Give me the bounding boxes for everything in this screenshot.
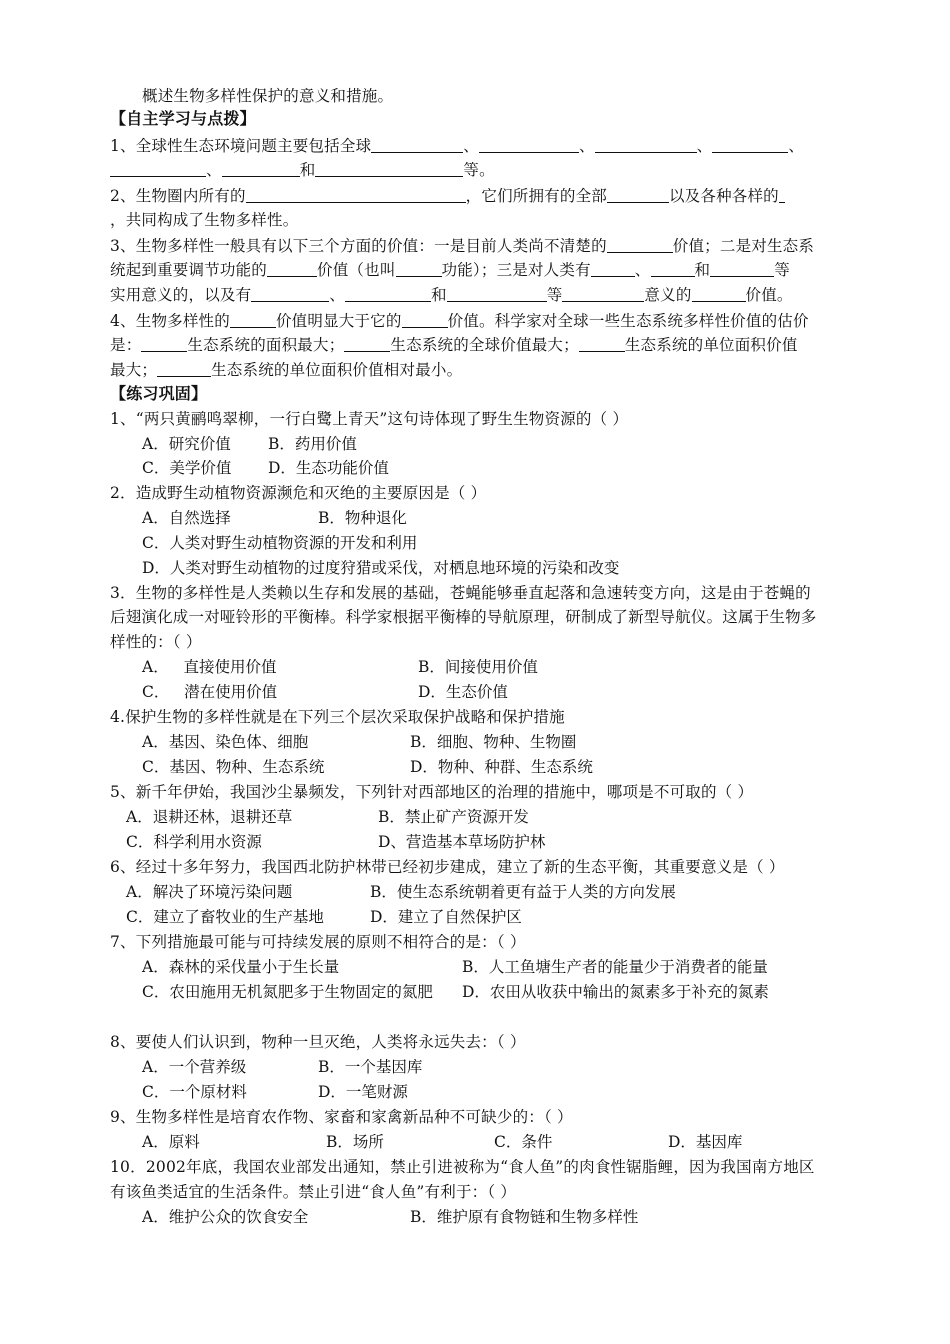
blank: [371, 136, 463, 153]
question-1-option-a[interactable]: A．研究价值: [142, 435, 231, 453]
question-7-option-c[interactable]: C．农田施用无机氮肥多于生物固定的氮肥: [142, 983, 433, 1001]
question-2-option-a[interactable]: A．自然选择: [142, 509, 231, 527]
blank: [651, 260, 695, 277]
section-practice-title: 【练习巩固】: [110, 384, 208, 403]
blank: [251, 285, 329, 302]
question-2-option-d[interactable]: D．人类对野生动植物的过度狩猎或采伐，对栖息地环境的污染和改变: [142, 559, 620, 577]
s1-q3-line1: 3、生物多样性一般具有以下三个方面的价值：一是目前人类尚不清楚的 价值；二是对生态系: [110, 237, 815, 255]
blank: [595, 136, 697, 153]
question-7-option-a[interactable]: A．森林的采伐量小于生长量: [142, 958, 340, 976]
s1-q1-line1: 1、全球性生态环境问题主要包括全球 、 、 、 、: [110, 137, 805, 155]
blank: [710, 260, 774, 277]
intro-objective: 概述生物多样性保护的意义和措施。: [142, 87, 394, 105]
question-7-option-d[interactable]: D．农田从收获中输出的氮素多于补充的氮素: [462, 983, 769, 1001]
s1-q4-line2: 是： 生态系统的面积最大； 生态系统的全球价值最大； 生态系统的单位面积价值: [110, 336, 798, 354]
blank: [779, 186, 785, 203]
question-8-stem: 8、要使人们认识到，物种一旦灭绝，人类将永远失去：（ ）: [110, 1033, 526, 1051]
question-5-option-d[interactable]: D、营造基本草场防护林: [378, 833, 546, 851]
question-4-option-c[interactable]: C．基因、物种、生态系统: [142, 758, 325, 776]
question-2-option-b[interactable]: B．物种退化: [318, 509, 407, 527]
question-6-option-b[interactable]: B．使生态系统朝着更有益于人类的方向发展: [370, 883, 676, 901]
question-1-option-b[interactable]: B．药用价值: [268, 435, 357, 453]
question-5-option-c[interactable]: C．科学利用水资源: [126, 833, 262, 851]
blank: [712, 136, 788, 153]
question-1-option-d[interactable]: D．生态功能价值: [268, 459, 389, 477]
s1-q3-line2: 统起到重要调节功能的 价值（也叫 功能）；三是对人类有 、 和 等: [110, 261, 790, 279]
question-10-option-a[interactable]: A．维护公众的饮食安全: [142, 1208, 309, 1226]
blank: [110, 160, 206, 177]
question-8-option-d[interactable]: D．一笔财源: [318, 1083, 408, 1101]
blank: [230, 311, 276, 328]
question-4-option-d[interactable]: D．物种、种群、生态系统: [410, 758, 593, 776]
question-3-option-b[interactable]: B．间接使用价值: [418, 658, 538, 676]
question-9-stem: 9、生物多样性是培育农作物、家畜和家禽新品种不可缺少的：（ ）: [110, 1108, 573, 1126]
question-1-option-c[interactable]: C．美学价值: [142, 459, 232, 477]
s1-q2-line1: 2、生物圈内所有的 ，它们所拥有的全部 以及各种各样的: [110, 184, 850, 208]
s1-q3-line3: 实用意义的，以及有 、 和 等 意义的 价值。: [110, 286, 793, 304]
s1-q4-line1: 4、生物多样性的 价值明显大于它的 价值。科学家对全球一些生态系统多样性价值的估价: [110, 312, 809, 330]
blank: [267, 260, 317, 277]
blank: [607, 186, 669, 203]
blank: [246, 186, 466, 203]
question-9-option-a[interactable]: A．原料: [142, 1133, 200, 1151]
blank: [345, 285, 431, 302]
question-3-option-a[interactable]: A． 直接使用价值: [142, 658, 277, 676]
question-8-option-c[interactable]: C．一个原材料: [142, 1083, 247, 1101]
question-4-stem: 4.保护生物的多样性就是在下列三个层次采取保护战略和保护措施: [110, 708, 565, 726]
blank: [141, 335, 187, 352]
s1-q1-line2: 、 和 等。: [110, 158, 850, 182]
blank: [479, 136, 579, 153]
blank: [562, 285, 644, 302]
question-3-stem-line1: 3．生物的多样性是人类赖以生存和发展的基础，苍蝇能够垂直起落和急速转变方向，这是由于苍蝇的: [110, 584, 811, 602]
question-2-option-c[interactable]: C．人类对野生动植物资源的开发和利用: [142, 534, 418, 552]
question-2-stem: 2．造成野生动植物资源濒危和灭绝的主要原因是（ ）: [110, 484, 487, 502]
blank: [396, 260, 442, 277]
blank: [579, 335, 625, 352]
question-6-option-d[interactable]: D．建立了自然保护区: [370, 908, 522, 926]
question-7-option-b[interactable]: B．人工鱼塘生产者的能量少于消费者的能量: [462, 958, 768, 976]
question-9-option-d[interactable]: D．基因库: [668, 1133, 743, 1151]
question-8-option-a[interactable]: A．一个营养级: [142, 1058, 247, 1076]
s1-q1-text: 1、全球性生态环境问题主要包括全球: [110, 137, 372, 155]
blank: [607, 236, 673, 253]
question-3-stem-line2: 后翅演化成一对哑铃形的平衡棒。科学家根据平衡棒的导航原理，研制成了新型导航仪。这属于生物多: [110, 608, 817, 626]
blank: [591, 260, 635, 277]
question-5-option-b[interactable]: B．禁止矿产资源开发: [378, 808, 529, 826]
blank: [402, 311, 448, 328]
question-9-option-c[interactable]: C．条件: [494, 1133, 553, 1151]
blank: [692, 285, 746, 302]
question-7-stem: 7、下列措施最可能与可持续发展的原则不相符合的是：（ ）: [110, 933, 526, 951]
question-8-option-b[interactable]: B．一个基因库: [318, 1058, 423, 1076]
question-4-option-a[interactable]: A．基因、染色体、细胞: [142, 733, 309, 751]
question-3-option-c[interactable]: C． 潜在使用价值: [142, 683, 278, 701]
question-10-stem-line1: 10．2002年底，我国农业部发出通知，禁止引进被称为“食人鱼”的肉食性锯脂鲤，因为我国南方地区: [110, 1158, 815, 1176]
blank: [344, 335, 390, 352]
section-self-study-title: 【自主学习与点拨】: [110, 109, 256, 128]
question-3-stem-line3: 样性的：（ ）: [110, 633, 202, 651]
question-5-stem: 5、新千年伊始，我国沙尘暴频发，下列针对西部地区的治理的措施中，哪项是不可取的（ ）: [110, 783, 754, 801]
s1-q2-line2: ，共同构成了生物多样性。: [110, 211, 299, 229]
blank: [447, 285, 547, 302]
question-10-stem-line2: 有该鱼类适宜的生活条件。禁止引进“食人鱼”有利于：（ ）: [110, 1183, 517, 1201]
question-6-option-c[interactable]: C．建立了畜牧业的生产基地: [126, 908, 324, 926]
blank: [315, 160, 463, 177]
question-9-option-b[interactable]: B．场所: [326, 1133, 384, 1151]
question-6-option-a[interactable]: A．解决了环境污染问题: [126, 883, 293, 901]
question-5-option-a[interactable]: A．退耕还林，退耕还草: [126, 808, 293, 826]
question-6-stem: 6、经过十多年努力，我国西北防护林带已经初步建成，建立了新的生态平衡，其重要意义是（ ）: [110, 858, 785, 876]
question-4-option-b[interactable]: B．细胞、物种、生物圈: [410, 733, 577, 751]
question-1-stem: 1、“两只黄鹂鸣翠柳，一行白鹭上青天”这句诗体现了野生生物资源的（ ）: [110, 410, 629, 428]
blank: [157, 360, 211, 377]
question-10-option-b[interactable]: B．维护原有食物链和生物多样性: [410, 1208, 639, 1226]
blank: [222, 160, 300, 177]
question-3-option-d[interactable]: D．生态价值: [418, 683, 508, 701]
s1-q4-line3: 最大； 生态系统的单位面积价值相对最小。: [110, 361, 463, 379]
